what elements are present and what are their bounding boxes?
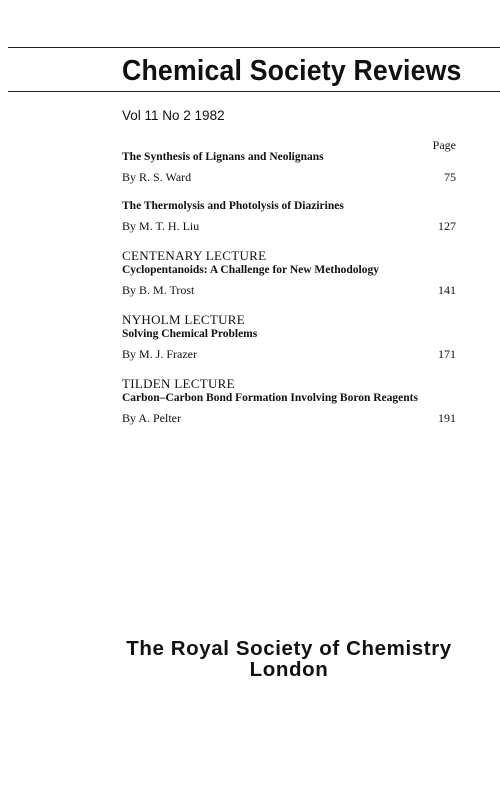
article-author: By R. S. Ward xyxy=(122,170,192,184)
lecture-heading: CENTENARY LECTURE xyxy=(122,248,267,263)
article-author: By A. Pelter xyxy=(122,411,181,425)
publisher-imprint xyxy=(122,638,456,680)
bottom-rule xyxy=(8,91,500,92)
page-column-header: Page xyxy=(432,138,456,152)
issue-info: Vol 11 No 2 1982 xyxy=(122,108,225,123)
article-page: 191 xyxy=(438,411,456,425)
table-of-contents xyxy=(122,150,456,440)
publisher-location: London xyxy=(249,658,329,681)
byline xyxy=(122,411,456,426)
journal-title: Chemical Society Reviews xyxy=(122,55,462,87)
article-author: By M. T. H. Liu xyxy=(122,219,200,233)
article-page: 171 xyxy=(438,347,456,361)
article-title: Carbon–Carbon Bond Formation Involving Boron Reagents xyxy=(122,392,418,404)
toc-entry xyxy=(122,199,456,234)
article-author: By M. J. Frazer xyxy=(122,347,197,361)
article-page: 141 xyxy=(438,283,456,297)
article-page: 127 xyxy=(438,219,456,233)
article-title: Cyclopentanoids: A Challenge for New Methodology xyxy=(122,264,379,276)
article-page: 75 xyxy=(444,170,456,184)
byline xyxy=(122,219,456,234)
article-title: The Synthesis of Lignans and Neolignans xyxy=(122,151,324,163)
toc-entry xyxy=(122,376,456,426)
top-rule xyxy=(8,47,500,48)
toc-entry xyxy=(122,150,456,185)
article-author: By B. M. Trost xyxy=(122,283,195,297)
lecture-heading: TILDEN LECTURE xyxy=(122,376,235,391)
lecture-heading: NYHOLM LECTURE xyxy=(122,312,245,327)
article-title: The Thermolysis and Photolysis of Diazirines xyxy=(122,200,344,212)
toc-entry xyxy=(122,312,456,362)
byline xyxy=(122,170,456,185)
toc-entry xyxy=(122,248,456,298)
byline xyxy=(122,347,456,362)
article-title: Solving Chemical Problems xyxy=(122,328,258,340)
publisher-name: The Royal Society of Chemistry xyxy=(126,637,452,660)
byline xyxy=(122,283,456,298)
